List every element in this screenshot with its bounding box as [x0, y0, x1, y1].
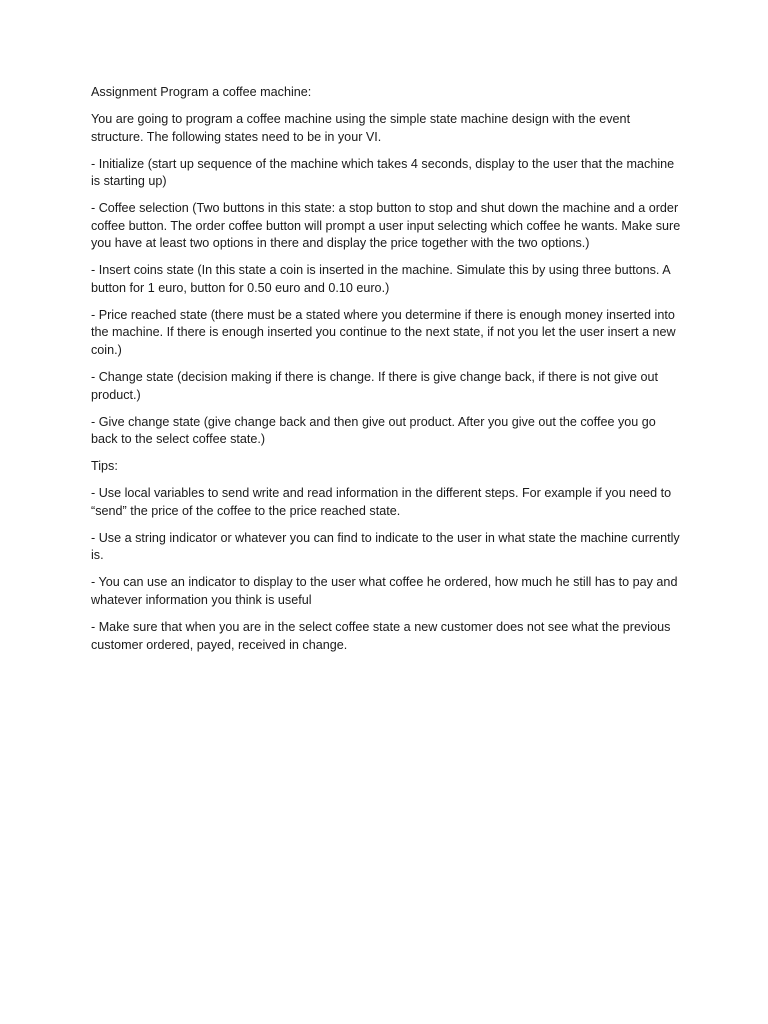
tip-new-customer: - Make sure that when you are in the select coffee state a new customer does not see what the previous customer ordered, payed, received in change.	[91, 619, 671, 652]
state-coffee-selection: - Coffee selection (Two buttons in this state: a stop button to stop and shut down the machine and a order coffee button. The order coffee button will prompt a user input selecting which coffee he wants. Make sure you have at least two options in there and display the price together with the two options.)	[91, 201, 681, 251]
state-give-change: - Give change state (give change back and then give out product. After you give out the coffee you go back to the select coffee state.)	[91, 414, 656, 447]
document-title: Assignment Program a coffee machine:	[91, 85, 312, 99]
tip-local-variables: - Use local variables to send write and read information in the different steps. For example if you need to “send” the price of the coffee to the price reached state.	[91, 486, 672, 518]
state-initialize: - Initialize (start up sequence of the machine which takes 4 seconds, display to the user that the machine is starting up)	[91, 156, 675, 189]
document-page	[91, 84, 681, 664]
state-change: - Change state (decision making if there is change. If there is give change back, if there is not give out product.)	[91, 370, 659, 402]
state-price-reached: - Price reached state (there must be a stated where you determine if there is enough money inserted into the machine. If there is enough inserted you continue to the next state, if not you let the user insert a new coin.)	[91, 307, 676, 358]
tips-heading: Tips:	[91, 459, 118, 474]
tip-string-indicator: - Use a string indicator or whatever you can find to indicate to the user in what state the machine currently is.	[91, 530, 680, 563]
tip-order-indicator: - You can use an indicator to display to the user what coffee he ordered, how much he still has to pay and whatever information you think is useful	[91, 575, 678, 607]
intro-paragraph: You are going to program a coffee machine using the simple state machine design with the event structure. The following states need to be in your VI.	[91, 111, 631, 144]
state-insert-coins: - Insert coins state (In this state a coin is inserted in the machine. Simulate this by using three buttons. A button for 1 euro, button for 0.50 euro and 0.10 euro.)	[91, 263, 670, 295]
